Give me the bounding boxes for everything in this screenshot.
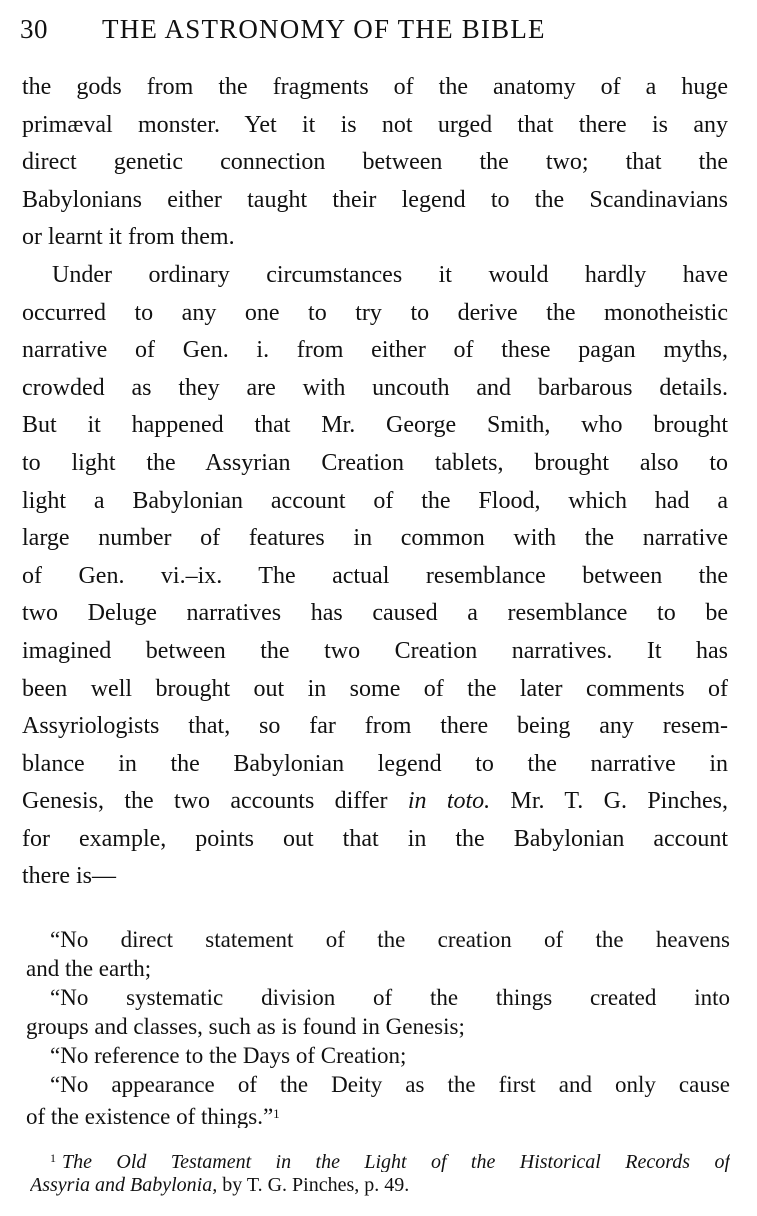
text-line: blance in the Babylonian legend to the narrative in [22, 750, 728, 777]
text-line: But it happened that Mr. George Smith, who brought [22, 412, 728, 439]
footnote-marker: 1 [50, 1151, 56, 1165]
text-line: Under ordinary circumstances it would hardly have [52, 261, 728, 288]
quote-line: “No systematic division of the things created into [50, 985, 730, 1010]
footnote-title-cont: Assyria and Babylonia, [30, 1174, 218, 1196]
text-line: or learnt it from them. [22, 224, 235, 251]
quote-line: “No appearance of the Deity as the first and only cause [50, 1072, 730, 1097]
quote-line: groups and classes, such as is found in Genesis; [26, 1014, 465, 1039]
text-line: been well brought out in some of the later comments of [22, 675, 728, 702]
quote-line: “No reference to the Days of Creation; [50, 1043, 407, 1068]
running-header [20, 14, 730, 48]
quote-line: and the earth; [26, 956, 152, 981]
italic-phrase: in toto. [407, 788, 491, 815]
quote-line [26, 1099, 730, 1128]
text-line: crowded as they are with uncouth and barbarous details. [22, 374, 728, 401]
running-title: THE ASTRONOMY OF THE BIBLE [102, 14, 546, 44]
text-line: Assyriologists that, so far from there being any resem- [22, 713, 728, 740]
text-line: narrative of Gen. i. from either of these pagan myths, [22, 337, 728, 364]
block-quote [26, 925, 730, 1128]
text-line: there is— [22, 863, 116, 890]
text-line: for example, points out that in the Babylonian account [22, 825, 728, 852]
text-line: two Deluge narratives has caused a resemblance to be [22, 600, 728, 627]
text-line: light a Babylonian account of the Flood, which had a [22, 487, 728, 514]
quote-line: “No direct statement of the creation of the heavens [50, 927, 730, 952]
body-text [22, 69, 728, 896]
text-fragment: Genesis, the two accounts differ [22, 788, 408, 815]
text-line: direct genetic connection between the two; that the [22, 149, 728, 176]
footnote-line [30, 1172, 730, 1199]
footnote-line [30, 1145, 730, 1172]
text-line: large number of features in common with the narrative [22, 525, 728, 552]
text-line: of Gen. vi.–ix. The actual resemblance between the [22, 562, 728, 589]
quote-fragment: of the existence of things.” [26, 1104, 274, 1128]
text-line [22, 783, 728, 821]
text-line: occurred to any one to try to derive the monotheistic [22, 299, 728, 326]
footnote-title: The Old Testament in the Light of the Historical Records of [62, 1151, 730, 1172]
page-number: 30 [20, 14, 48, 44]
footnote-citation: by T. G. Pinches, p. 49. [217, 1174, 410, 1196]
text-line: to light the Assyrian Creation tablets, brought also to [22, 449, 728, 476]
text-line: imagined between the two Creation narratives. It has [22, 637, 728, 664]
footnote-reference: 1 [273, 1106, 280, 1121]
text-fragment: Mr. T. G. Pinches, [490, 788, 728, 815]
text-line: Babylonians either taught their legend to the Scandinavians [22, 186, 728, 213]
footnote [30, 1145, 730, 1199]
text-line: primæval monster. Yet it is not urged that there is any [22, 111, 728, 138]
text-line: the gods from the fragments of the anatomy of a huge [22, 74, 728, 100]
